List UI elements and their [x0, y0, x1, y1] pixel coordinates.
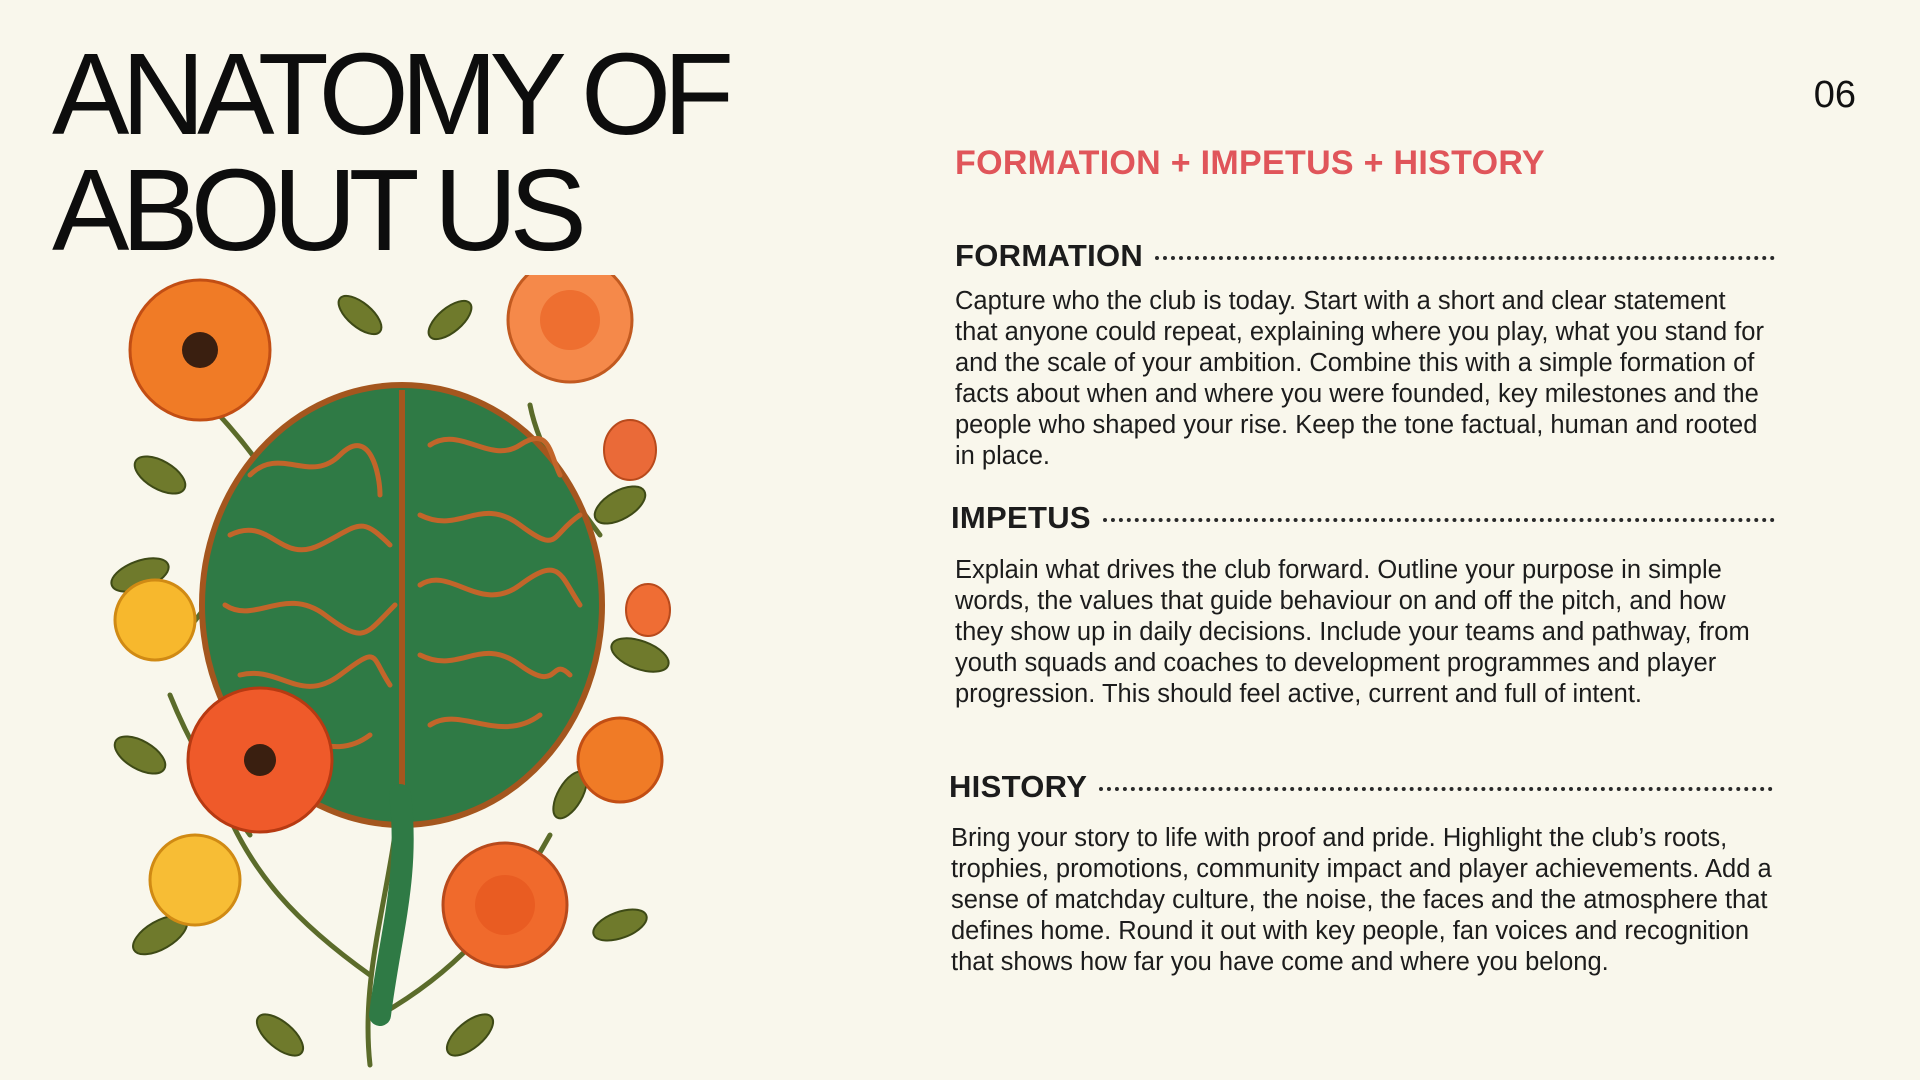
page-title: [52, 29, 727, 275]
title-line-2: ABOUT US: [52, 145, 579, 275]
impetus-heading-label: IMPETUS: [951, 500, 1091, 535]
formation-body: Capture who the club is today. Start with a short and clear statement that anyone could repeat, explaining where you play, what you stand for and the scale of your ambition. Combine this with a simple formation of facts about when and where you were founded, key milestones and the people who shaped your rise. Keep the tone factual, human and rooted in place.: [955, 287, 1764, 470]
formation-heading-label: FORMATION: [955, 238, 1144, 273]
history-body: Bring your story to life with proof and pride. Highlight the club’s roots, trophies, promotions, community impact and player achievements. Add a sense of matchday culture, the noise, the faces and the atmosphere that defines home. Round it out with key people, fan voices and recognition that shows how far you have come and where you belong.: [951, 824, 1772, 976]
impetus-divider: [1103, 518, 1775, 522]
history-heading: [949, 767, 1773, 807]
impetus-body: Explain what drives the club forward. Outline your purpose in simple words, the values that guide behaviour on and off the pitch, and how they show up in daily decisions. Include your teams and pathway, from youth squads and coaches to development programmes and player progression. This should feel active, current and full of intent.: [955, 556, 1750, 708]
title-line-1: ANATOMY OF: [52, 29, 727, 159]
section-subtitle: FORMATION + IMPETUS + HISTORY: [955, 144, 1545, 182]
history-divider: [1099, 787, 1773, 791]
formation-heading: [955, 236, 1775, 276]
formation-divider: [1155, 256, 1775, 260]
history-heading-label: HISTORY: [949, 769, 1088, 804]
brain-flowers-illustration: [100, 275, 700, 1075]
impetus-heading: [951, 498, 1775, 538]
page-number: 06: [1813, 74, 1856, 116]
